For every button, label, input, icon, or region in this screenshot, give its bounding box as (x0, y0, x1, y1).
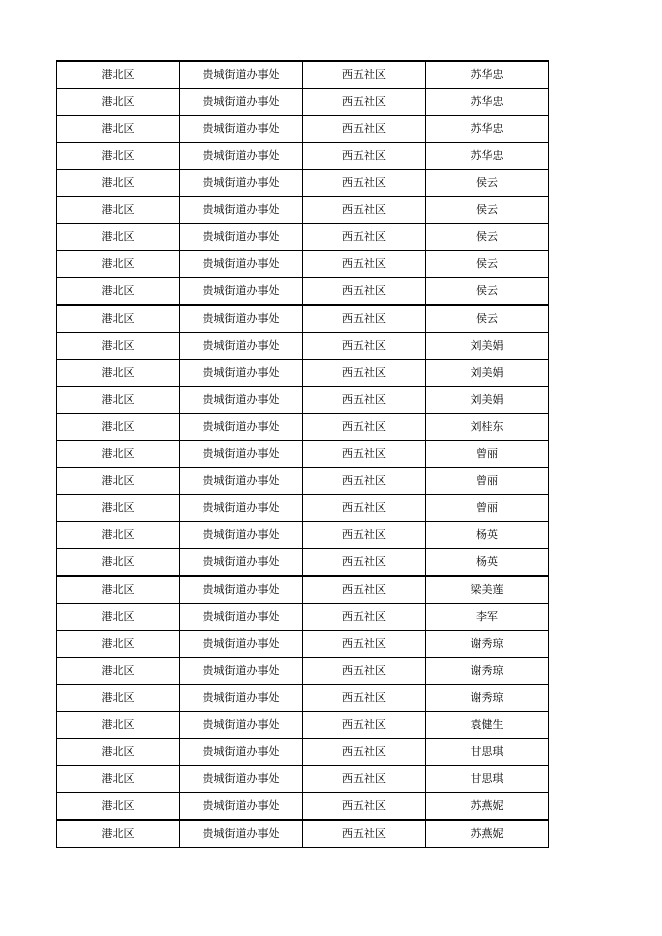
district-cell: 港北区 (57, 89, 180, 116)
community-cell: 西五社区 (303, 522, 426, 549)
district-cell: 港北区 (57, 820, 180, 848)
table-row (57, 441, 549, 468)
name-cell: 梁美莲 (426, 576, 549, 604)
name-cell: 刘美娟 (426, 333, 549, 360)
name-cell: 侯云 (426, 197, 549, 224)
table-row (57, 305, 549, 333)
community-cell: 西五社区 (303, 631, 426, 658)
community-cell: 西五社区 (303, 766, 426, 793)
table-row (57, 170, 549, 197)
district-cell: 港北区 (57, 224, 180, 251)
subdistrict-cell: 贵城街道办事处 (180, 333, 303, 360)
table-row (57, 522, 549, 549)
district-cell: 港北区 (57, 522, 180, 549)
community-cell: 西五社区 (303, 712, 426, 739)
table-row (57, 89, 549, 116)
name-cell: 曾丽 (426, 468, 549, 495)
community-cell: 西五社区 (303, 197, 426, 224)
district-cell: 港北区 (57, 631, 180, 658)
community-cell: 西五社区 (303, 793, 426, 821)
name-cell: 苏华忠 (426, 143, 549, 170)
table-row (57, 712, 549, 739)
name-cell: 侯云 (426, 251, 549, 278)
name-cell: 袁健生 (426, 712, 549, 739)
table-body (57, 61, 549, 848)
subdistrict-cell: 贵城街道办事处 (180, 793, 303, 821)
subdistrict-cell: 贵城街道办事处 (180, 549, 303, 577)
name-cell: 苏华忠 (426, 61, 549, 89)
district-cell: 港北区 (57, 576, 180, 604)
district-cell: 港北区 (57, 305, 180, 333)
community-cell: 西五社区 (303, 170, 426, 197)
name-cell: 苏燕妮 (426, 820, 549, 848)
community-cell: 西五社区 (303, 61, 426, 89)
subdistrict-cell: 贵城街道办事处 (180, 278, 303, 306)
table-row (57, 495, 549, 522)
subdistrict-cell: 贵城街道办事处 (180, 820, 303, 848)
name-cell: 侯云 (426, 224, 549, 251)
community-cell: 西五社区 (303, 116, 426, 143)
community-cell: 西五社区 (303, 441, 426, 468)
table-row (57, 468, 549, 495)
district-cell: 港北区 (57, 387, 180, 414)
district-cell: 港北区 (57, 116, 180, 143)
data-table (56, 60, 549, 848)
name-cell: 刘美娟 (426, 360, 549, 387)
table-row (57, 278, 549, 306)
name-cell: 曾丽 (426, 495, 549, 522)
name-cell: 甘思琪 (426, 739, 549, 766)
table-row (57, 631, 549, 658)
table-row (57, 360, 549, 387)
subdistrict-cell: 贵城街道办事处 (180, 387, 303, 414)
table-row (57, 820, 549, 848)
district-cell: 港北区 (57, 549, 180, 577)
table-row (57, 658, 549, 685)
table-row (57, 116, 549, 143)
subdistrict-cell: 贵城街道办事处 (180, 468, 303, 495)
subdistrict-cell: 贵城街道办事处 (180, 305, 303, 333)
community-cell: 西五社区 (303, 576, 426, 604)
table-row (57, 685, 549, 712)
subdistrict-cell: 贵城街道办事处 (180, 170, 303, 197)
name-cell: 杨英 (426, 522, 549, 549)
spreadsheet-page (56, 60, 548, 848)
name-cell: 谢秀琼 (426, 685, 549, 712)
community-cell: 西五社区 (303, 468, 426, 495)
subdistrict-cell: 贵城街道办事处 (180, 739, 303, 766)
subdistrict-cell: 贵城街道办事处 (180, 631, 303, 658)
subdistrict-cell: 贵城街道办事处 (180, 251, 303, 278)
district-cell: 港北区 (57, 197, 180, 224)
community-cell: 西五社区 (303, 89, 426, 116)
name-cell: 曾丽 (426, 441, 549, 468)
community-cell: 西五社区 (303, 685, 426, 712)
name-cell: 刘美娟 (426, 387, 549, 414)
subdistrict-cell: 贵城街道办事处 (180, 495, 303, 522)
subdistrict-cell: 贵城街道办事处 (180, 658, 303, 685)
table-row (57, 333, 549, 360)
community-cell: 西五社区 (303, 224, 426, 251)
district-cell: 港北区 (57, 739, 180, 766)
district-cell: 港北区 (57, 441, 180, 468)
subdistrict-cell: 贵城街道办事处 (180, 116, 303, 143)
community-cell: 西五社区 (303, 739, 426, 766)
district-cell: 港北区 (57, 333, 180, 360)
subdistrict-cell: 贵城街道办事处 (180, 604, 303, 631)
community-cell: 西五社区 (303, 278, 426, 306)
community-cell: 西五社区 (303, 251, 426, 278)
table-row (57, 576, 549, 604)
community-cell: 西五社区 (303, 495, 426, 522)
district-cell: 港北区 (57, 604, 180, 631)
name-cell: 苏华忠 (426, 89, 549, 116)
subdistrict-cell: 贵城街道办事处 (180, 61, 303, 89)
table-row (57, 224, 549, 251)
name-cell: 侯云 (426, 170, 549, 197)
table-row (57, 143, 549, 170)
subdistrict-cell: 贵城街道办事处 (180, 576, 303, 604)
district-cell: 港北区 (57, 766, 180, 793)
community-cell: 西五社区 (303, 360, 426, 387)
table-row (57, 414, 549, 441)
community-cell: 西五社区 (303, 414, 426, 441)
subdistrict-cell: 贵城街道办事处 (180, 685, 303, 712)
table-row (57, 766, 549, 793)
district-cell: 港北区 (57, 712, 180, 739)
table-row (57, 387, 549, 414)
table-row (57, 251, 549, 278)
table-row (57, 549, 549, 577)
name-cell: 李军 (426, 604, 549, 631)
subdistrict-cell: 贵城街道办事处 (180, 89, 303, 116)
name-cell: 谢秀琼 (426, 631, 549, 658)
district-cell: 港北区 (57, 251, 180, 278)
subdistrict-cell: 贵城街道办事处 (180, 441, 303, 468)
subdistrict-cell: 贵城街道办事处 (180, 197, 303, 224)
name-cell: 甘思琪 (426, 766, 549, 793)
table-row (57, 197, 549, 224)
name-cell: 谢秀琼 (426, 658, 549, 685)
name-cell: 杨英 (426, 549, 549, 577)
district-cell: 港北区 (57, 61, 180, 89)
community-cell: 西五社区 (303, 387, 426, 414)
table-row (57, 61, 549, 89)
district-cell: 港北区 (57, 143, 180, 170)
name-cell: 苏燕妮 (426, 793, 549, 821)
name-cell: 苏华忠 (426, 116, 549, 143)
community-cell: 西五社区 (303, 658, 426, 685)
district-cell: 港北区 (57, 658, 180, 685)
table-row (57, 604, 549, 631)
name-cell: 刘桂东 (426, 414, 549, 441)
subdistrict-cell: 贵城街道办事处 (180, 712, 303, 739)
table-row (57, 793, 549, 821)
district-cell: 港北区 (57, 685, 180, 712)
subdistrict-cell: 贵城街道办事处 (180, 143, 303, 170)
district-cell: 港北区 (57, 278, 180, 306)
community-cell: 西五社区 (303, 143, 426, 170)
district-cell: 港北区 (57, 793, 180, 821)
community-cell: 西五社区 (303, 549, 426, 577)
subdistrict-cell: 贵城街道办事处 (180, 766, 303, 793)
subdistrict-cell: 贵城街道办事处 (180, 414, 303, 441)
community-cell: 西五社区 (303, 604, 426, 631)
subdistrict-cell: 贵城街道办事处 (180, 224, 303, 251)
subdistrict-cell: 贵城街道办事处 (180, 522, 303, 549)
district-cell: 港北区 (57, 468, 180, 495)
district-cell: 港北区 (57, 414, 180, 441)
subdistrict-cell: 贵城街道办事处 (180, 360, 303, 387)
district-cell: 港北区 (57, 170, 180, 197)
name-cell: 侯云 (426, 305, 549, 333)
community-cell: 西五社区 (303, 820, 426, 848)
district-cell: 港北区 (57, 495, 180, 522)
community-cell: 西五社区 (303, 305, 426, 333)
name-cell: 侯云 (426, 278, 549, 306)
community-cell: 西五社区 (303, 333, 426, 360)
district-cell: 港北区 (57, 360, 180, 387)
table-row (57, 739, 549, 766)
